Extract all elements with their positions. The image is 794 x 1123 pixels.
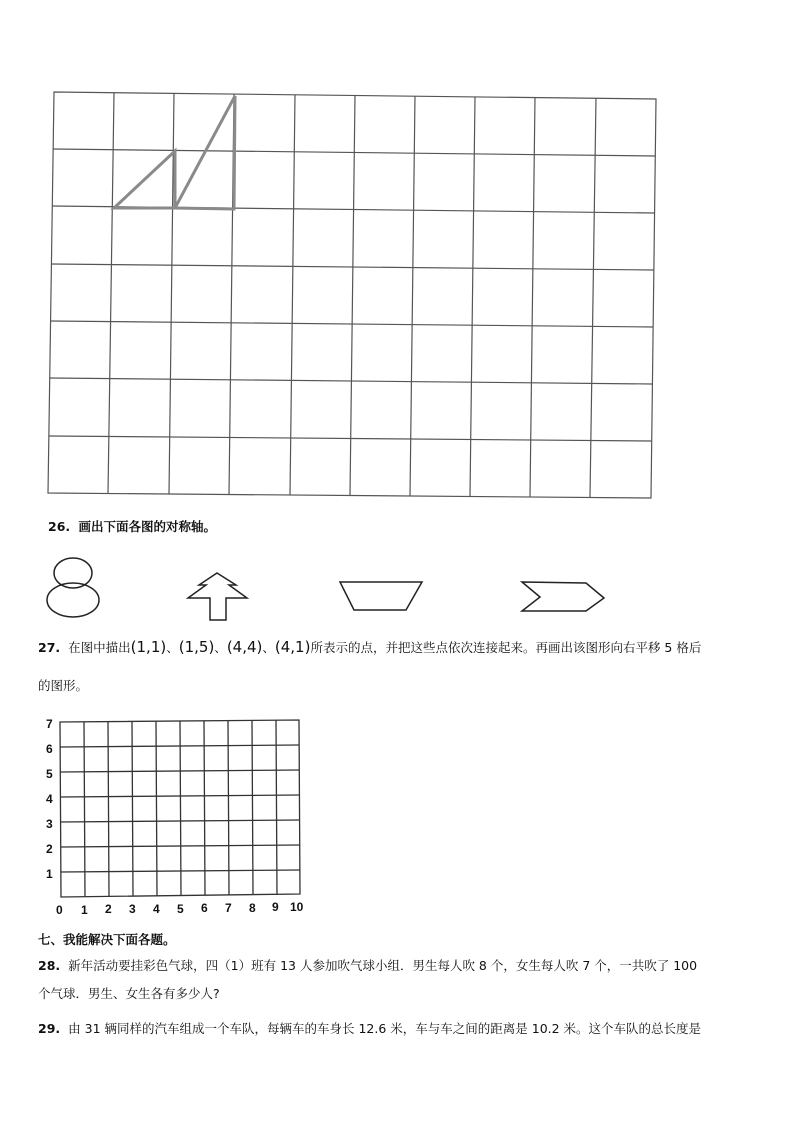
- q27-sep-3: 、: [262, 640, 275, 655]
- x-tick-1: 1: [81, 903, 88, 917]
- q27-number: 27.: [38, 640, 61, 655]
- x-tick-3: 3: [129, 902, 136, 916]
- y-tick-2: 2: [46, 842, 53, 856]
- y-tick-7: 7: [46, 717, 53, 731]
- y-tick-5: 5: [46, 767, 53, 781]
- q28-text-1: 新年活动要挂彩色气球，四（1）班有 13 人参加吹气球小组．男生每人吹 8 个，女生每人吹 7 个，一共吹了 100: [68, 958, 698, 973]
- x-tick-4: 4: [153, 902, 160, 916]
- x-tick-9: 9: [272, 900, 279, 914]
- y-tick-6: 6: [46, 742, 53, 756]
- x-tick-0: 0: [56, 903, 63, 917]
- q26-text: 画出下面各图的对称轴。: [78, 519, 217, 534]
- q29-line1: [38, 1021, 701, 1037]
- x-tick-7: 7: [225, 901, 232, 915]
- q27-suffix: 所表示的点，并把这些点依次连接起来。再画出该图形向右平移 5 格后: [310, 640, 702, 655]
- y-tick-4: 4: [46, 792, 53, 806]
- q27-sep-1: 、: [166, 640, 179, 655]
- y-tick-1: 1: [46, 867, 53, 881]
- q29-number: 29.: [38, 1021, 61, 1036]
- y-tick-3: 3: [46, 817, 53, 831]
- q27-point-1: (1,1): [130, 638, 167, 656]
- x-tick-10: 10: [290, 900, 304, 914]
- section7-title: 七、我能解决下面各题。: [38, 932, 176, 947]
- x-tick-6: 6: [201, 901, 208, 915]
- q26-number: 26.: [48, 519, 71, 534]
- q27-point-2: (1,5): [178, 638, 215, 656]
- x-tick-8: 8: [249, 901, 256, 915]
- q27-prefix: 在图中描出: [68, 640, 131, 655]
- q27-point-4: (4,1): [274, 638, 311, 656]
- q28-line2: 个气球．男生、女生各有多少人?: [38, 986, 220, 1001]
- x-tick-5: 5: [177, 902, 184, 916]
- q28-number: 28.: [38, 958, 61, 973]
- q27-point-3: (4,4): [226, 638, 263, 656]
- q27-sep-2: 、: [214, 640, 227, 655]
- q27-line2: 的图形。: [38, 678, 89, 693]
- q28-line1: [38, 958, 697, 974]
- x-tick-2: 2: [105, 902, 112, 916]
- q29-text-1: 由 31 辆同样的汽车组成一个车队，每辆车的车身长 12.6 米，车与车之间的距离是 10.2 米。这个车队的总长度是: [68, 1021, 702, 1036]
